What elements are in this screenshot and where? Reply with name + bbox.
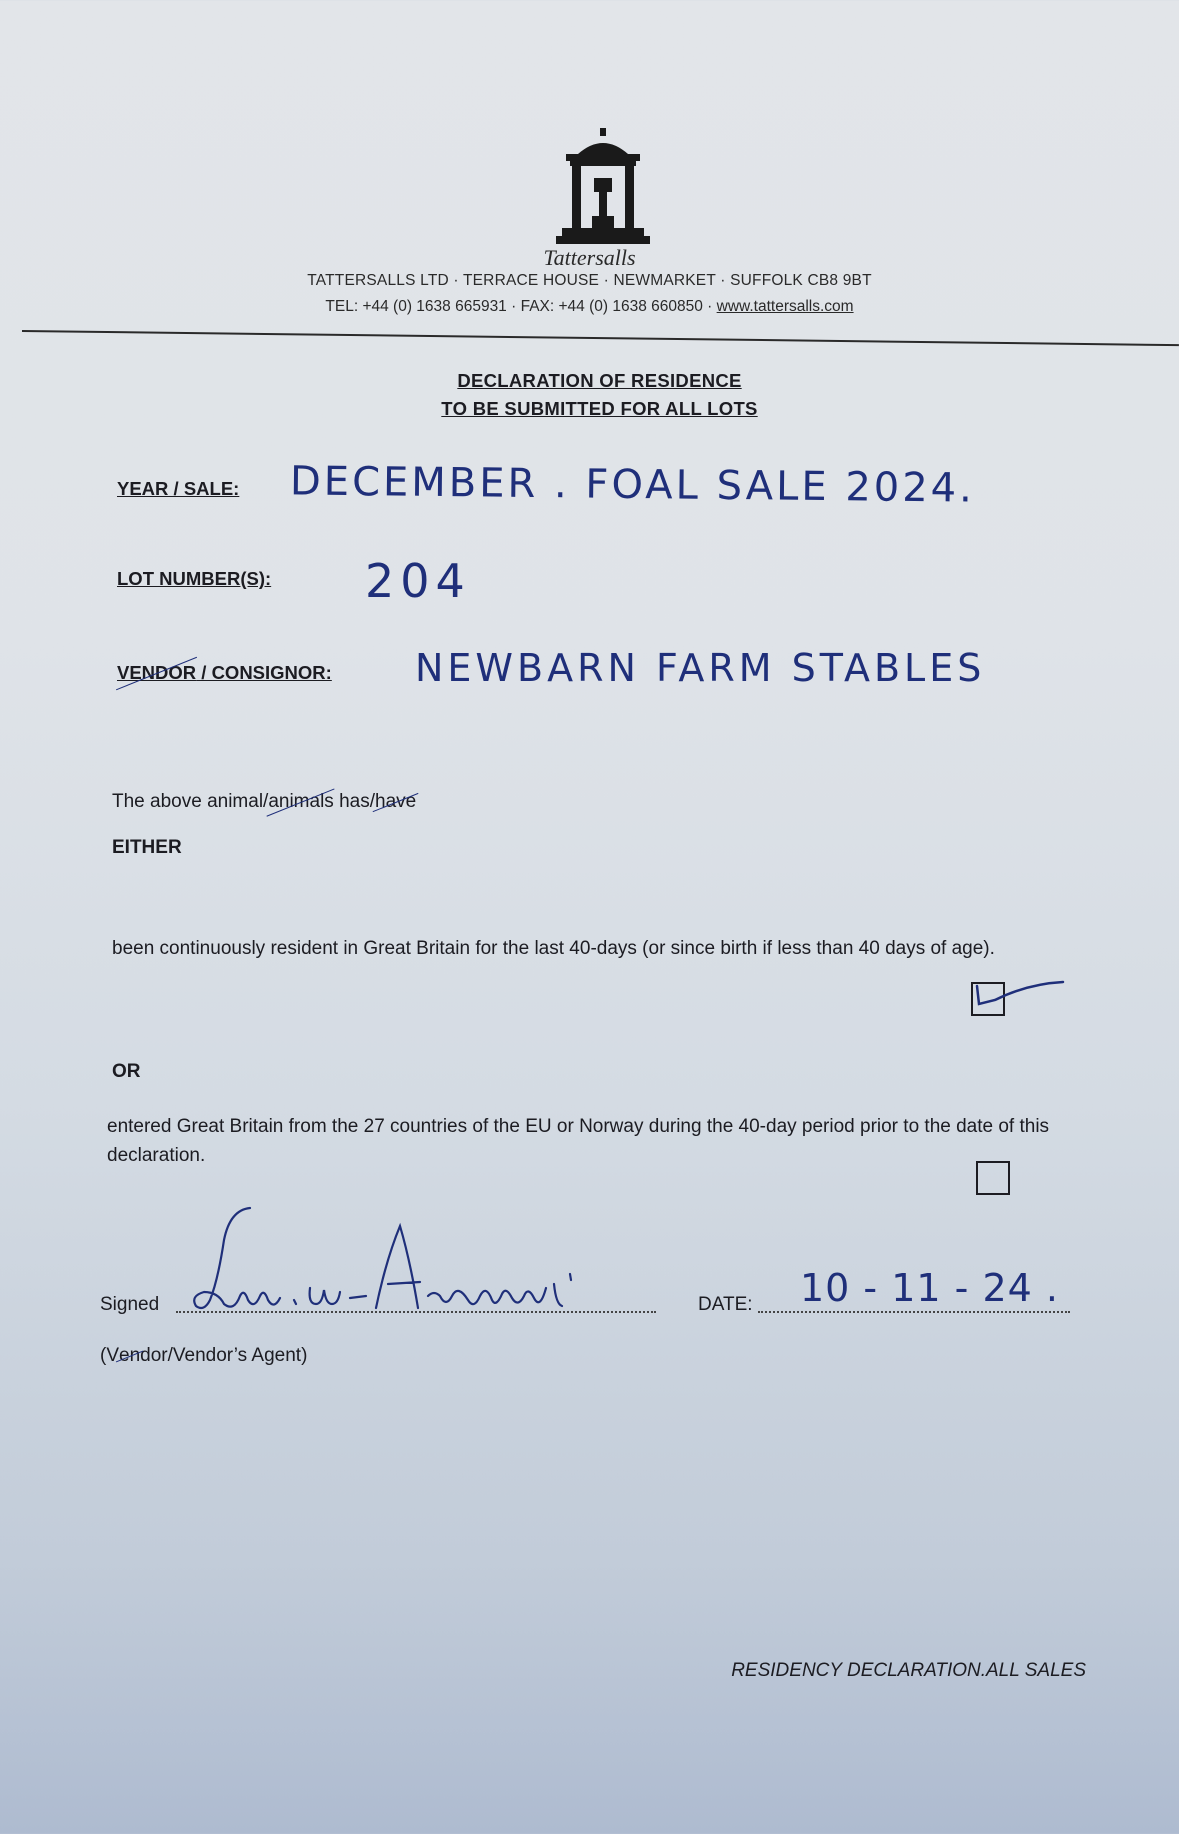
option1-text: been continuously resident in Great Britain for the last 40-days (or since birth if less than 40 days of age). xyxy=(112,938,995,959)
website-link[interactable]: www.tattersalls.com xyxy=(716,298,854,315)
contact-numbers: TEL: +44 (0) 1638 665931 · FAX: +44 (0) 1638 660850 · xyxy=(325,298,717,315)
date-line xyxy=(758,1311,1070,1313)
has-text: has/ xyxy=(333,791,376,812)
date-value[interactable]: 10 - 11 - 24 . xyxy=(800,1266,1059,1310)
either-label: EITHER xyxy=(112,837,182,858)
form-subtitle: TO BE SUBMITTED FOR ALL LOTS xyxy=(441,398,758,419)
signed-label: Signed xyxy=(100,1294,160,1315)
role-struck: en xyxy=(119,1341,140,1370)
checkmark-icon xyxy=(967,970,1047,1010)
signatory-role xyxy=(100,1341,307,1370)
vendor-field xyxy=(117,662,332,684)
role-rest: dor/Vendor’s Agent) xyxy=(140,1345,308,1366)
date-label: DATE: xyxy=(698,1294,753,1315)
vendor-label-struck: VENDOR xyxy=(117,662,197,683)
handwritten-signature[interactable] xyxy=(190,1200,640,1320)
year-sale-label: YEAR / SALE: xyxy=(117,478,240,499)
brand-name: Tattersalls xyxy=(543,245,636,270)
option2-text: entered Great Britain from the 27 countries of the EU or Norway during the 40-day period prior to the date of this declaration. xyxy=(107,1116,1050,1166)
tattersalls-logo-icon xyxy=(548,128,658,250)
or-label: OR xyxy=(112,1061,141,1082)
consignor-label: / CONSIGNOR: xyxy=(196,662,332,683)
lot-number-label: LOT NUMBER(S): xyxy=(117,568,272,589)
form-title: DECLARATION OF RESIDENCE xyxy=(457,370,742,391)
year-sale-value[interactable]: DECEMBER . FOAL SALE 2024. xyxy=(289,458,976,512)
lot-number-field xyxy=(117,568,271,590)
lot-number-value[interactable]: 204 xyxy=(365,554,471,608)
role-open: (V xyxy=(100,1345,119,1366)
intro-text: The above animal/ xyxy=(112,791,269,812)
option2-checkbox[interactable] xyxy=(976,1161,1010,1195)
form-footer: RESIDENCY DECLARATION.ALL SALES xyxy=(731,1660,1086,1681)
intro-statement xyxy=(112,787,416,816)
option1-checkbox[interactable] xyxy=(971,982,1005,1016)
company-address: TATTERSALLS LTD · TERRACE HOUSE · NEWMARKET · SUFFOLK CB8 9BT xyxy=(307,272,872,289)
have-struck: have xyxy=(375,787,416,816)
animals-struck: animals xyxy=(268,787,333,816)
year-sale-field xyxy=(117,478,239,500)
vendor-value[interactable]: NEWBARN FARM STABLES xyxy=(415,646,986,690)
header-divider xyxy=(22,330,1179,346)
company-contact xyxy=(0,298,1179,316)
